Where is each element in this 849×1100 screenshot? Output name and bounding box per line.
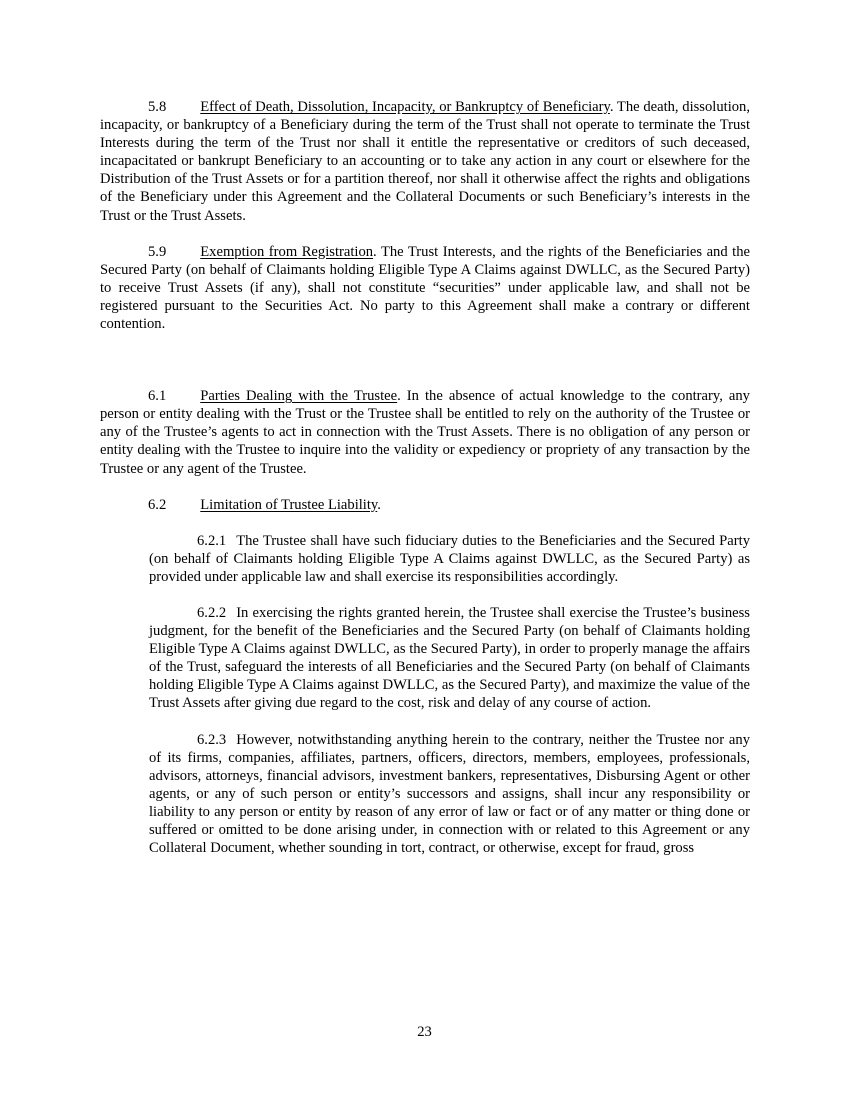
- section-6-2: [100, 496, 750, 514]
- section-title: Exemption from Registration: [200, 243, 374, 260]
- section-number: 6.2.3: [197, 731, 227, 748]
- section-number: 6.2.1: [197, 532, 227, 549]
- section-title: Parties Dealing with the Trustee: [200, 388, 398, 405]
- section-6-2-3: [149, 731, 750, 858]
- section-body: . In the absence of actual knowledge to the contrary, any person or entity dealing with the Trust or the Trustee shall be entitled to rely on the authority of the Trustee or any of the Trustee’s agents to act in connection with the Trust Assets. There is no obligation of any person or entity dealing with the Trustee to inquire into the validity or expediency or propriety of any transaction by the Trustee or any agent of the Trustee.: [100, 388, 750, 477]
- section-body: In exercising the rights granted herein, the Trustee shall exercise the Trustee’s business judgment, for the benefit of the Beneficiaries and the Secured Party (on behalf of Claimants holding Eligible Type A Claims against DWLLC, as the Secured Party), in order to properly manage the affairs of the Trust, safeguard the interests of all Beneficiaries and the Secured Party (on behalf of Claimants holding Eligible Type A Claims against DWLLC, as the Secured Party), and maximize the value of the Trust Assets after giving due regard to the cost, risk and delay of any course of action.: [149, 604, 750, 712]
- section-6-1: [100, 387, 750, 477]
- section-body: However, notwithstanding anything herein to the contrary, neither the Trustee nor any of its firms, companies, affiliates, partners, officers, directors, members, employees, professionals, advisors, attorneys, financial advisors, investment bankers, representatives, Disbursing Agent or other agents, or any of such person or entity’s successors and assigns, shall incur any responsibility or liability to any person or entity by reason of any error of law or fact or of any matter or thing done or suffered or omitted to be done arising under, in connection with or related to this Agreement or any Collateral Document, whether sounding in tort, contract, or otherwise, except for fraud, gross: [149, 731, 750, 857]
- section-body: . The death, dissolution, incapacity, or bankruptcy of a Beneficiary during the term of the Trust shall not operate to terminate the Trust Interests during the term of the Trust nor shall it entitle the representative or creditors of such deceased, incapacitated or bankrupt Beneficiary to an accounting or to take any action in any court or elsewhere for the Distribution of the Trust Assets or for a partition thereof, nor shall it otherwise affect the rights and obligations of the Beneficiary under this Agreement and the Collateral Documents or such Beneficiary’s interests in the Trust or the Trust Assets.: [100, 99, 750, 224]
- section-number: 6.2.2: [197, 604, 227, 621]
- section-5-8: [100, 98, 750, 225]
- section-body: . The Trust Interests, and the rights of the Beneficiaries and the Secured Party (on behalf of Claimants holding Eligible Type A Claims against DWLLC, as the Secured Party) to receive Trust Assets (if any), shall not constitute “securities” under applicable law, and shall not be registered pursuant to the Securities Act. No party to this Agreement shall make a contrary or different contention.: [100, 243, 750, 333]
- section-5-9: [100, 243, 750, 333]
- section-number: 6.1: [148, 388, 167, 405]
- section-body: .: [377, 496, 381, 513]
- section-number: 5.8: [148, 99, 167, 115]
- section-title: Effect of Death, Dissolution, Incapacity, or Bankruptcy of Beneficiary: [200, 99, 610, 115]
- section-body: The Trustee shall have such fiduciary duties to the Beneficiaries and the Secured Party (on behalf of Claimants holding Eligible Type A Claims against DWLLC, as the Secured Party) as provided under applicable law and shall exercise its responsibilities accordingly.: [149, 532, 750, 585]
- section-number: 6.2: [148, 496, 167, 513]
- page-number: 23: [417, 1024, 432, 1040]
- section-title: Limitation of Trustee Liability: [200, 496, 378, 513]
- section-6-2-2: [149, 604, 750, 713]
- document-page: [100, 98, 750, 857]
- section-number: 5.9: [148, 243, 167, 260]
- section-6-2-1: [149, 532, 750, 586]
